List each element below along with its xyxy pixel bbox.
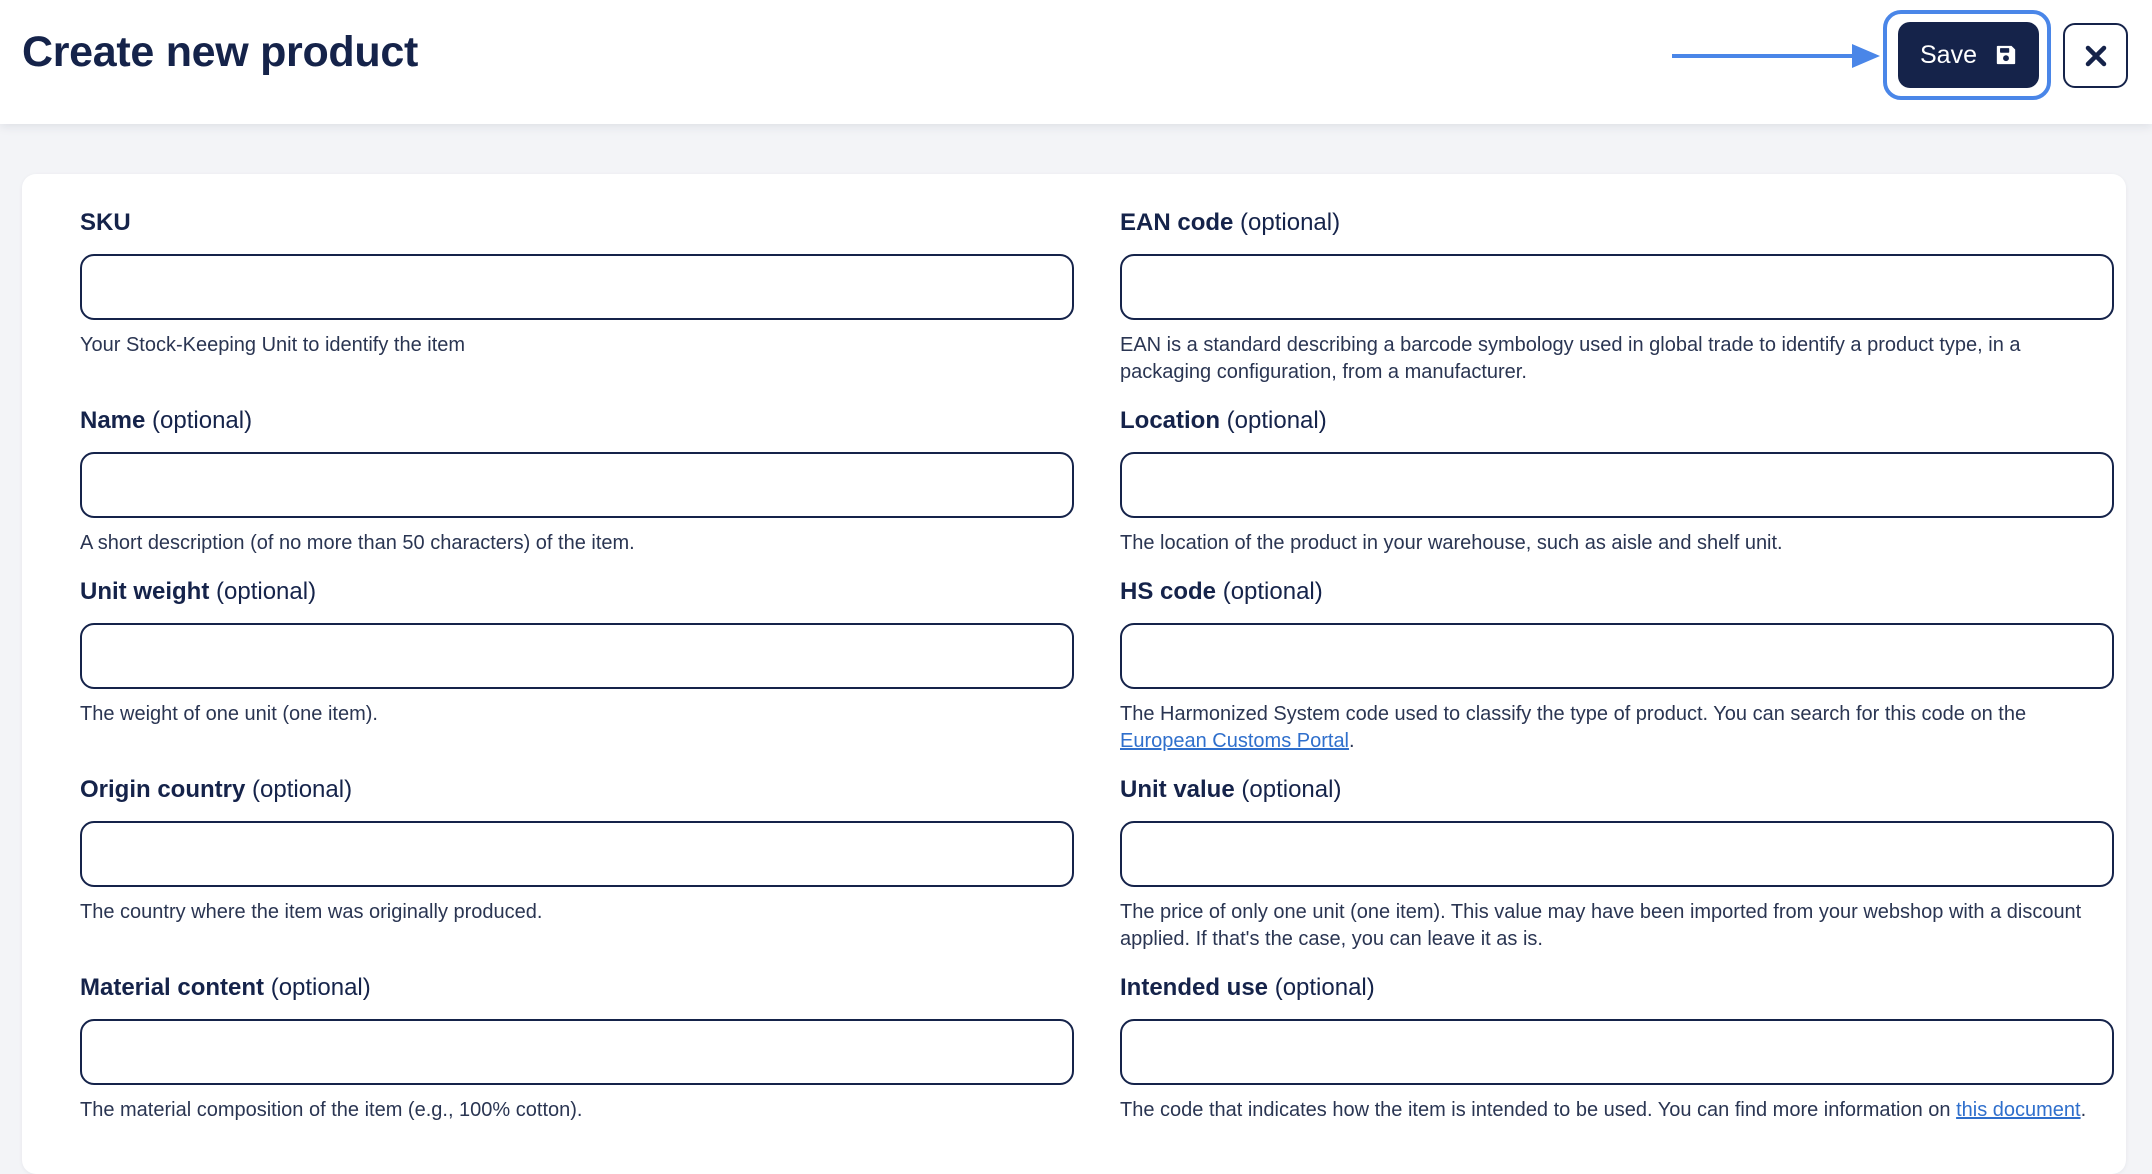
sku-field-group [80,206,1074,359]
hs-code-field-group [1120,575,2114,755]
unit-weight-label: Unit weight (optional) [80,578,317,605]
hs-code-input[interactable] [1120,623,2114,689]
origin-country-field-group [80,773,1074,926]
close-button[interactable] [2063,23,2128,88]
name-field-group [80,404,1074,557]
ean-field-group [1120,206,2114,386]
material-content-help-text: The material composition of the item (e.g., 100% cotton). [80,1099,583,1121]
unit-value-label: Unit value (optional) [1120,776,1342,803]
save-button[interactable] [1898,22,2039,88]
material-content-input[interactable] [80,1019,1074,1085]
this-document-link[interactable]: this document [1956,1099,2081,1121]
intended-use-help-text: The code that indicates how the item is intended to be used. You can find more information on this document. [1120,1099,2087,1121]
location-help-text: The location of the product in your warehouse, such as aisle and shelf unit. [1120,532,1783,554]
unit-value-help-text: The price of only one unit (one item). This value may have been imported from your webshop with a discount applied. If that's the case, you can leave it as is. [1120,901,2082,950]
ean-label: EAN code (optional) [1120,209,1341,236]
hs-code-help-text: The Harmonized System code used to classify the type of product. You can search for this code on the European Customs Portal. [1120,703,2027,752]
origin-country-label: Origin country (optional) [80,776,353,803]
unit-weight-help-text: The weight of one unit (one item). [80,703,378,725]
unit-weight-input[interactable] [80,623,1074,689]
european-customs-portal-link[interactable]: European Customs Portal [1120,730,1350,752]
ean-input[interactable] [1120,254,2114,320]
unit-weight-field-group [80,575,1074,728]
floppy-disk-icon [1995,44,2017,66]
arrow-right-icon [1672,44,1880,68]
hs-code-label: HS code (optional) [1120,578,1323,605]
product-form [22,174,2126,1174]
location-label: Location (optional) [1120,407,1327,434]
close-icon [2084,44,2108,68]
location-input[interactable] [1120,452,2114,518]
material-content-label: Material content (optional) [80,974,371,1001]
page-header [0,0,2152,124]
ean-help-text: EAN is a standard describing a barcode symbology used in global trade to identify a product type, in a packaging configuration, from a manufacturer. [1120,334,2021,383]
name-input[interactable] [80,452,1074,518]
unit-value-input[interactable] [1120,821,2114,887]
sku-input[interactable] [80,254,1074,320]
page-title: Create new product [22,28,419,76]
sku-help-text: Your Stock-Keeping Unit to identify the item [80,334,466,356]
intended-use-label: Intended use (optional) [1120,974,1375,1001]
save-button-label: Save [1920,40,1977,69]
name-label: Name (optional) [80,407,253,434]
origin-country-help-text: The country where the item was originally produced. [80,901,543,923]
intended-use-input[interactable] [1120,1019,2114,1085]
intended-use-field-group [1120,971,2114,1124]
unit-value-field-group [1120,773,2114,953]
location-field-group [1120,404,2114,557]
sku-label: SKU [80,209,131,236]
material-content-field-group [80,971,1074,1124]
origin-country-input[interactable] [80,821,1074,887]
name-help-text: A short description (of no more than 50 characters) of the item. [80,532,635,554]
